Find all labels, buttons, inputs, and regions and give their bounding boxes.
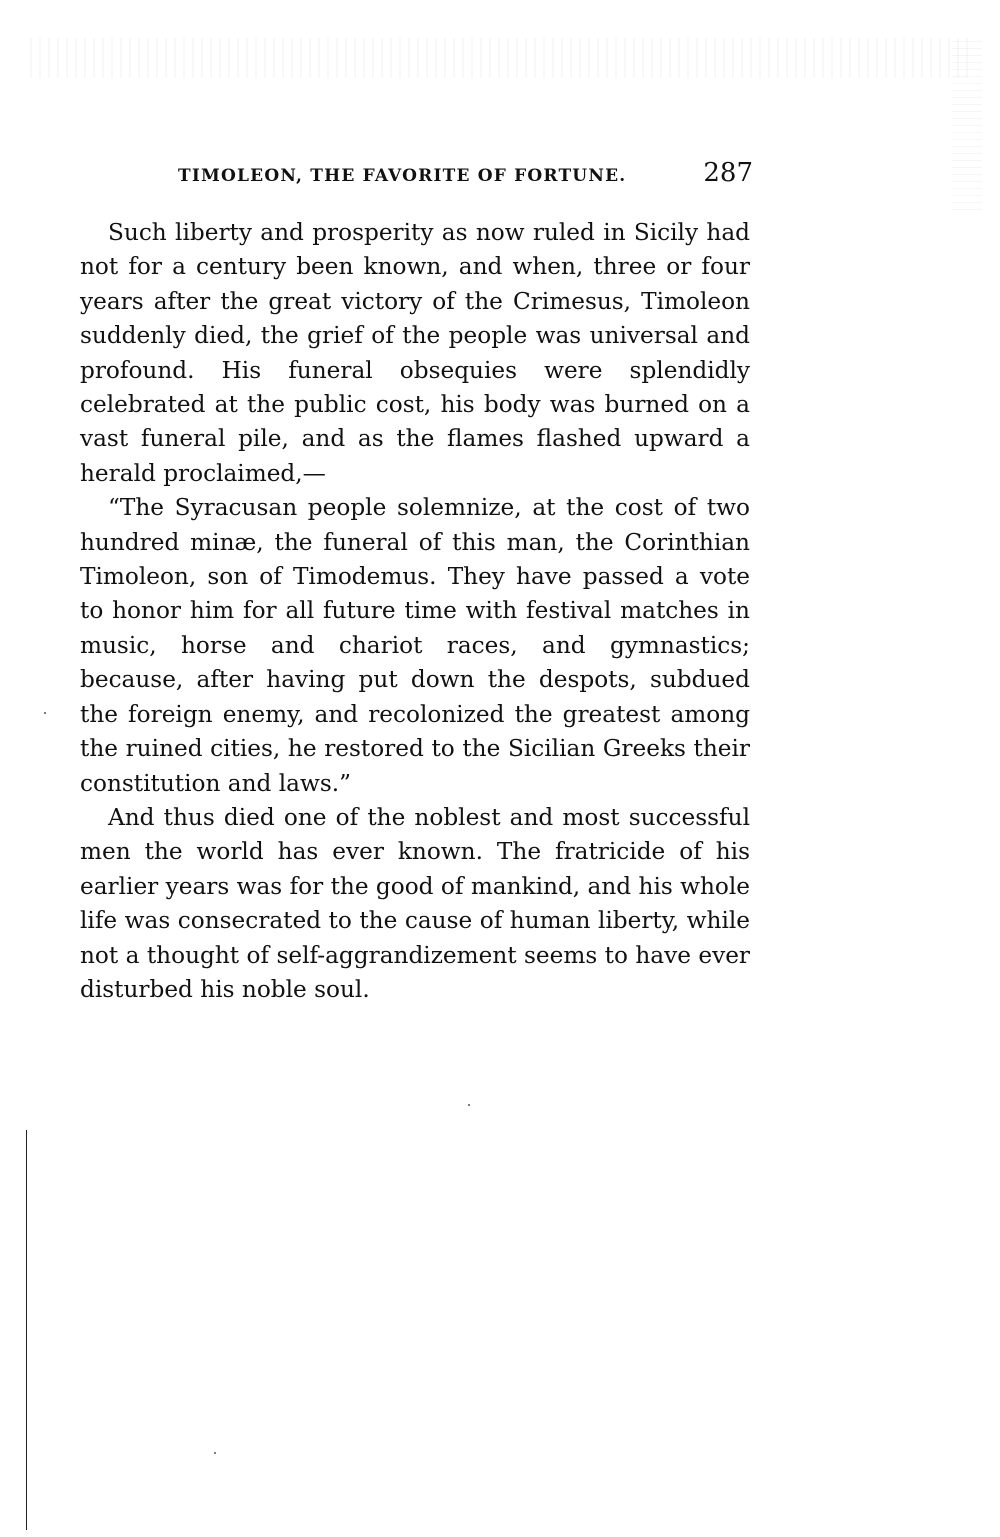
- dust-speck: [468, 1104, 470, 1106]
- scan-noise-right: [952, 40, 982, 210]
- body-text: [80, 216, 750, 1007]
- paragraph-2: “The Syracusan people solemnize, at the cost of two hundred minæ, the funeral of this man, the Corinthian Timoleon, son of Timodemus. They have passed a vote to honor him for all future time with festival matches in music, horse and chariot races, and gymnastics; because, after having put down the despots, subdued the foreign enemy, and recolonized the greatest among the ruined cities, he restored to the Sicilian Greeks their constitution and laws.”: [80, 494, 750, 797]
- paragraph-3: And thus died one of the noblest and most successful men the world has ever known. The fratricide of his earlier years was for the good of mankind, and his whole life was consecrated to the cause of human liberty, while not a thought of self-aggrandizement seems to have ever disturbed his noble soul.: [80, 803, 751, 1003]
- page-number: 287: [703, 158, 753, 188]
- page-header: [178, 158, 753, 198]
- running-title: TIMOLEON, THE FAVORITE OF FORTUNE.: [178, 166, 627, 186]
- paragraph-1: Such liberty and prosperity as now ruled in Sicily had not for a century been known, and when, three or four years after the great victory of the Crimesus, Timoleon suddenly died, the grief of the people was universal and profound. His funeral obsequies were splendidly celebrated at the public cost, his body was burned on a vast funeral pile, and as the flames flashed upward a herald proclaimed,—: [80, 219, 750, 487]
- gutter-line: [26, 1130, 27, 1530]
- dust-speck: [214, 1452, 216, 1454]
- scan-noise-top: [30, 38, 970, 78]
- dust-speck: [44, 712, 46, 714]
